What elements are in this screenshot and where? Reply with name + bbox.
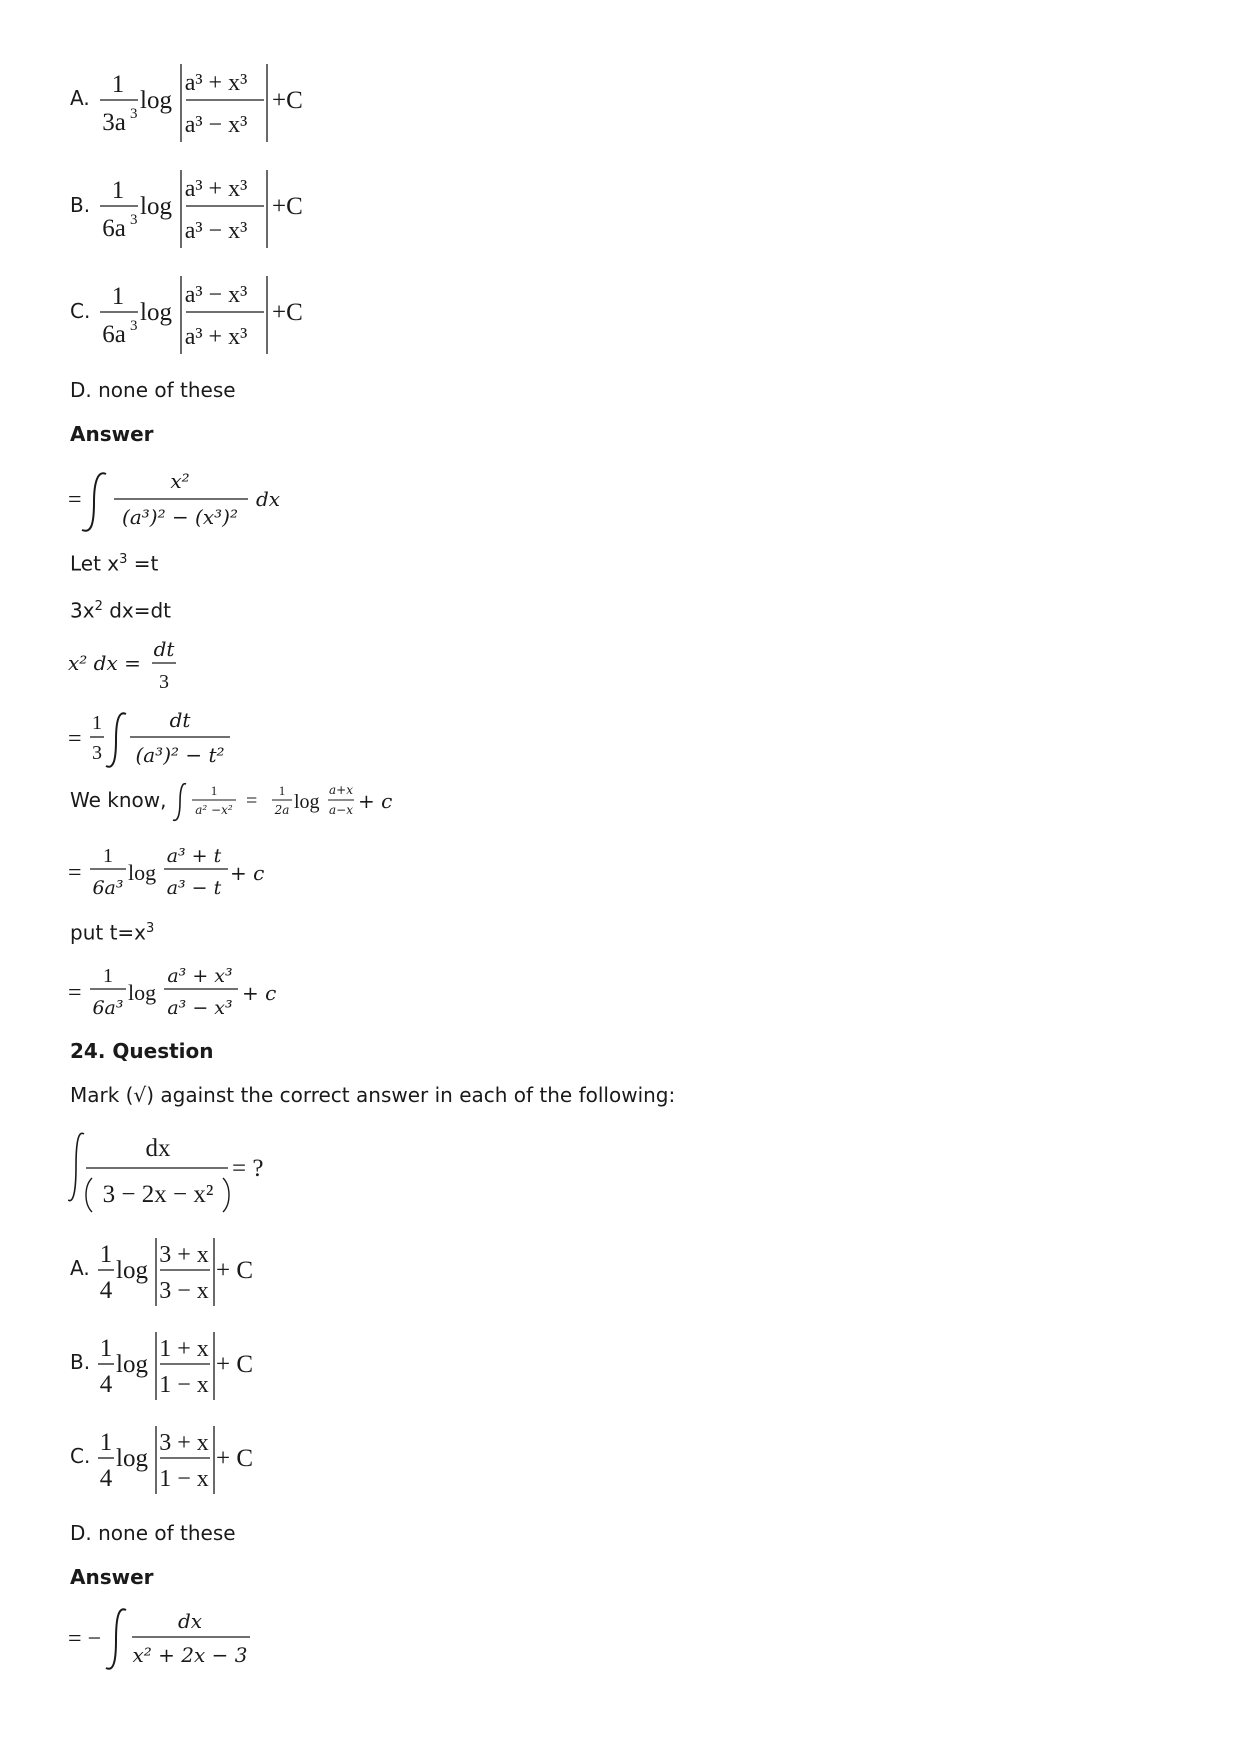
q24-option-b-expression: [96, 1328, 276, 1406]
log-text: log: [140, 87, 172, 114]
fraction-num: dx: [177, 1609, 203, 1633]
fraction-num: dt: [169, 708, 191, 732]
svg-text:=: =: [68, 980, 82, 1006]
svg-text:1: 1: [278, 783, 286, 798]
fraction-num: 3 + x: [159, 1242, 209, 1268]
q24-option-b-label: B.: [70, 1350, 91, 1374]
fraction-den: x² + 2x − 3: [132, 1643, 248, 1667]
svg-text:log: log: [294, 791, 320, 813]
svg-text:log: log: [128, 980, 157, 1005]
svg-text:+ c: + c: [358, 789, 393, 813]
q24-option-d: D. none of these: [70, 1521, 236, 1545]
svg-text:3: 3: [130, 212, 138, 228]
svg-text:+ c: + c: [242, 981, 277, 1005]
log-text: log: [116, 1445, 148, 1472]
q23-step5: [68, 958, 308, 1024]
fraction-den: (a³)² − t²: [135, 743, 225, 767]
coef-den: 3a: [102, 109, 126, 136]
q23-standard-formula: [170, 778, 410, 826]
svg-text:=: =: [68, 726, 82, 752]
svg-text:+ c: + c: [230, 861, 265, 885]
fraction-den: (a³)² − (x³)²: [122, 505, 238, 529]
svg-text:1: 1: [210, 783, 218, 798]
svg-text:3: 3: [92, 742, 102, 764]
q24-heading: 24. Question: [70, 1039, 214, 1063]
fraction-den: a³ − t: [166, 877, 222, 899]
svg-text:a−x: a−x: [329, 803, 353, 817]
fraction-den: 3 − 2x − x²: [102, 1181, 214, 1208]
q23-option-a-expression: [96, 60, 326, 146]
q24-option-a-label: A.: [70, 1256, 90, 1280]
svg-text:= −: = −: [68, 1626, 102, 1652]
fraction-num: a³ + x³: [184, 70, 248, 96]
q24-step1-integral: [68, 1602, 288, 1678]
equals-question: = ?: [232, 1155, 264, 1182]
log-text: log: [116, 1257, 148, 1284]
fraction-den: 3: [159, 671, 169, 693]
plus-c: + C: [216, 1257, 254, 1284]
coef-num: 1: [99, 1241, 113, 1268]
q23-diff-line: $3x^2$ dx=dt: [70, 598, 172, 623]
svg-text:1: 1: [92, 712, 102, 734]
coef-num: 1: [99, 1335, 113, 1362]
plus-c: + C: [216, 1445, 254, 1472]
fraction-num: a³ + x³: [184, 176, 248, 202]
q23-answer-heading: Answer: [70, 422, 154, 446]
fraction-den: a³ + x³: [184, 324, 248, 350]
coef-den: 4: [99, 1465, 113, 1492]
q23-let-line: Let $x^3 =t$: [70, 551, 159, 576]
log-text: log: [140, 299, 172, 326]
fraction-den: a³ − x³: [184, 218, 248, 244]
svg-text:=: =: [68, 487, 82, 513]
svg-text:=: =: [246, 790, 258, 812]
svg-text:6a³: 6a³: [92, 877, 124, 899]
plus-c: + C: [216, 1351, 254, 1378]
plus-c: +C: [272, 87, 303, 114]
fraction-den: 1 − x: [159, 1466, 209, 1492]
coef-den: 4: [99, 1371, 113, 1398]
svg-text:=: =: [68, 860, 82, 886]
q23-option-c-label: C.: [70, 299, 91, 323]
fraction-den: 3 − x: [159, 1278, 209, 1304]
q24-option-c-label: C.: [70, 1444, 91, 1468]
plus-c: +C: [272, 193, 303, 220]
svg-text:1: 1: [103, 845, 113, 867]
svg-text:a+x: a+x: [329, 783, 353, 797]
coef-num: 1: [111, 71, 125, 98]
q24-answer-heading: Answer: [70, 1565, 154, 1589]
q24-integral: [68, 1126, 288, 1222]
fraction-num: dt: [153, 637, 175, 661]
q23-step1-integral: [68, 462, 308, 542]
plus-c: +C: [272, 299, 303, 326]
coef-den: 4: [99, 1277, 113, 1304]
coef-den: 6a: [102, 215, 126, 242]
q24-option-c-expression: [96, 1422, 276, 1500]
svg-text:6a³: 6a³: [92, 997, 124, 1019]
fraction-den: 1 − x: [159, 1372, 209, 1398]
fraction-den: a³ − x³: [167, 997, 233, 1019]
q23-step3: [68, 702, 268, 772]
svg-text:3: 3: [130, 106, 138, 122]
coef-den: 6a: [102, 321, 126, 348]
fraction-num: x²: [170, 469, 190, 493]
q24-option-a-expression: [96, 1234, 276, 1312]
coef-num: 1: [111, 283, 125, 310]
svg-text:a² −x²: a² −x²: [195, 803, 233, 817]
fraction-num: 3 + x: [159, 1430, 209, 1456]
q23-put-line: put $t=x^3$: [70, 920, 155, 945]
q23-option-d: D. none of these: [70, 378, 236, 402]
q23-option-b-expression: [96, 166, 326, 252]
q23-step4: [68, 838, 298, 904]
q23-option-b-label: B.: [70, 193, 91, 217]
q24-instruction: Mark (√) against the correct answer in each of the following:: [70, 1083, 676, 1107]
fraction-num: a³ − x³: [184, 282, 248, 308]
log-text: log: [140, 193, 172, 220]
svg-text:x² dx =: x² dx =: [68, 651, 141, 675]
dx-text: dx: [256, 487, 281, 511]
svg-text:2a: 2a: [274, 803, 290, 817]
q23-option-c-expression: [96, 272, 326, 358]
fraction-num: 1 + x: [159, 1336, 209, 1362]
q23-step2: [68, 632, 208, 696]
log-text: log: [116, 1351, 148, 1378]
svg-text:1: 1: [103, 965, 113, 987]
coef-num: 1: [99, 1429, 113, 1456]
q23-we-know-label: We know,: [70, 788, 167, 812]
fraction-num: a³ + x³: [167, 965, 233, 987]
svg-text:log: log: [128, 860, 157, 885]
q23-option-a-label: A.: [70, 86, 90, 110]
svg-text:3: 3: [130, 318, 138, 334]
fraction-den: a³ − x³: [184, 112, 248, 138]
fraction-num: a³ + t: [166, 845, 222, 867]
coef-num: 1: [111, 177, 125, 204]
fraction-num: dx: [145, 1135, 171, 1162]
